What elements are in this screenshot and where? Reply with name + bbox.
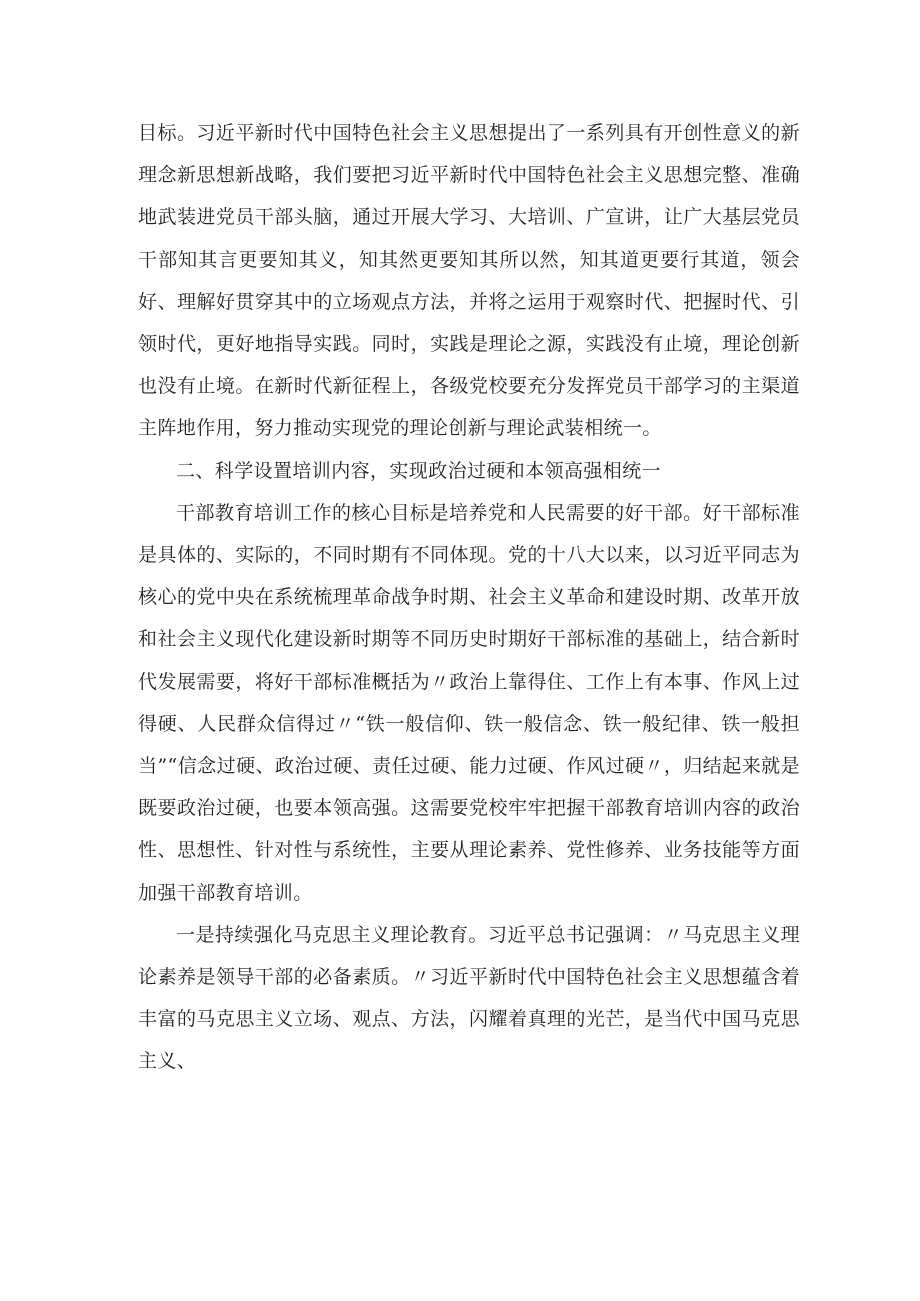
document-body (138, 112, 800, 1083)
paragraph-marxist-theory: 一是持续强化马克思主义理论教育。习近平总书记强调：〃马克思主义理论素养是领导干部的必备素质。〃习近平新时代中国特色社会主义思想蕴含着丰富的马克思主义立场、观点、方法，闪耀着真理的光芒，是当代中国马克思主义、 (138, 923, 800, 1073)
section-heading: 二、科学设置培训内容，实现政治过硬和本领高强相统一 (176, 459, 662, 482)
paragraph-cadre-standards: 干部教育培训工作的核心目标是培养党和人民需要的好干部。好干部标准是具体的、实际的，不同时期有不同体现。党的十八大以来，以习近平同志为核心的党中央在系统梳理革命战争时期、社会主义革命和建设时期、改革开放和社会主义现代化建设新时期等不同历史时期好干部标准的基础上，结合新时代发展需要，将好干部标准概括为〃政治上靠得住、工作上有本事、作风上过得硬、人民群众信得过〃“铁一般信仰、铁一般信念、铁一般纪律、铁一般担当”“信念过硬、政治过硬、责任过硬、能力过硬、作风过硬〃，归结起来就是既要政治过硬，也要本领高强。这需要党校牢牢把握干部教育培训内容的政治性、思想性、针对性与系统性，主要从理论素养、党性修养、业务技能等方面加强干部教育培训。 (138, 501, 800, 904)
paragraph-continuation: 目标。习近平新时代中国特色社会主义思想提出了一系列具有开创性意义的新理念新思想新战略，我们要把习近平新时代中国特色社会主义思想完整、准确地武装进党员干部头脑，通过开展大学习、大培训、广宣讲，让广大基层党员干部知其言更要知其义，知其然更要知其所以然，知其道更要行其道，领会好、理解好贯穿其中的立场观点方法，并将之运用于观察时代、把握时代、引领时代，更好地指导实践。同时，实践是理论之源，实践没有止境，理论创新也没有止境。在新时代新征程上，各级党校要充分发挥党员干部学习的主渠道主阵地作用，努力推动实现党的理论创新与理论武装相统一。 (138, 122, 800, 440)
